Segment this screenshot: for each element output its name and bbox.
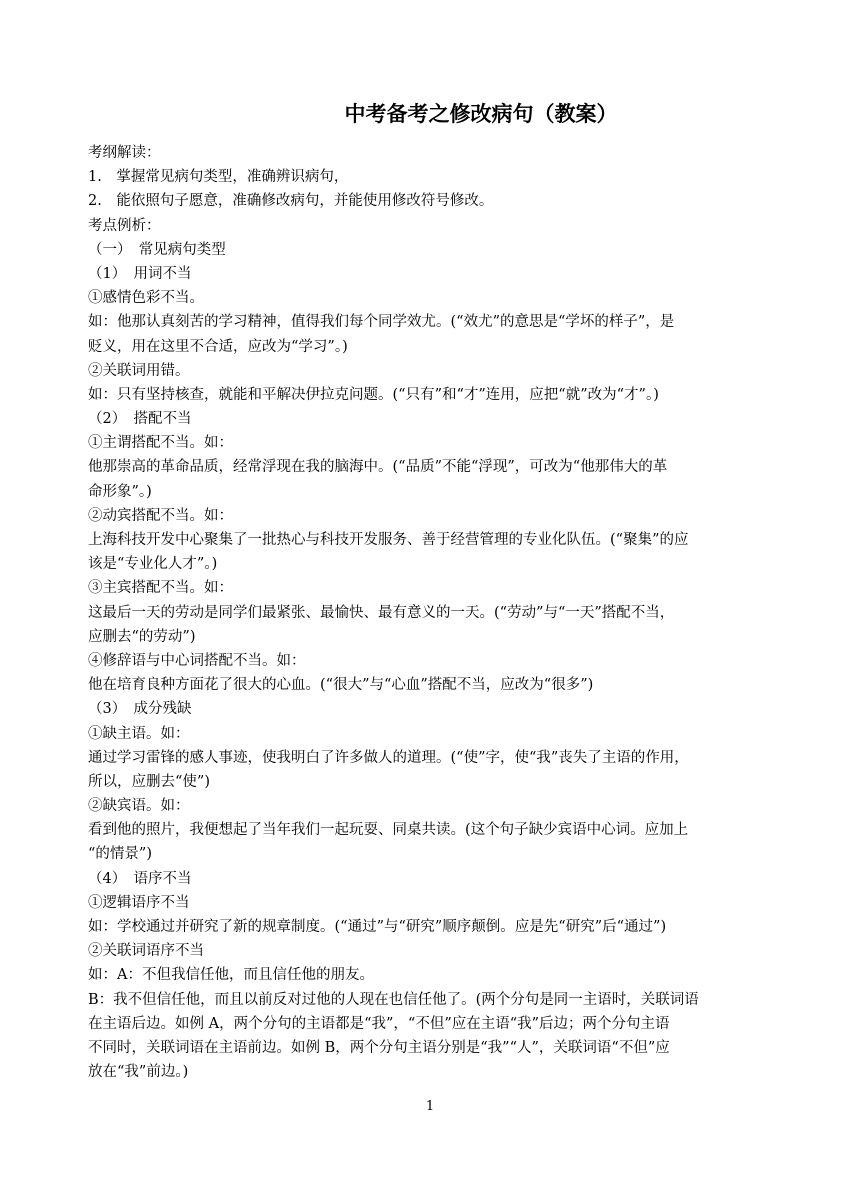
text-line: （4） 语序不当	[88, 870, 192, 887]
text-line: 应删去“的劳动”)	[88, 628, 196, 645]
text-line: B：我不但信任他，而且以前反对过他的人现在也信任他了。(两个分句是同一主语时，关联词语	[88, 991, 699, 1008]
text-line: ③主宾搭配不当。如：	[88, 580, 233, 597]
text-line: 不同时，关联词语在主语前边。如例 B，两个分句主语分别是“我”“人”，关联词语“不但”应	[88, 1039, 670, 1056]
text-line: 上海科技开发中心聚集了一批热心与科技开发服务、善于经营管理的专业化队伍。(“聚集”的应	[88, 532, 689, 548]
text-line: 他在培育良种方面花了很大的心血。(“很大”与“心血”搭配不当，应改为“很多”)	[88, 677, 594, 694]
text-line: ②关联词用错。	[88, 362, 190, 379]
text-line: 如：学校通过并研究了新的规章制度。(“通过”与“研究”顺序颠倒。应是先“研究”后“通过”)	[88, 919, 667, 935]
text-line: 考点例析：	[88, 217, 161, 234]
text-line: （2） 搭配不当	[88, 411, 192, 428]
text-line: ①逻辑语序不当	[88, 894, 190, 911]
text-line: ①感情色彩不当。	[88, 290, 204, 307]
text-line: “的情景”)	[88, 846, 152, 863]
text-line: ①主谓搭配不当。如：	[88, 435, 233, 452]
text-line: 看到他的照片，我便想起了当年我们一起玩耍、同桌共读。(这个句子缺少宾语中心词。应加上	[88, 822, 689, 839]
text-line: ②关联词语序不当	[88, 943, 204, 960]
text-line: 该是“专业化人才”。)	[88, 556, 218, 573]
text-line: （1） 用词不当	[88, 265, 192, 282]
text-line: ②动宾搭配不当。如：	[88, 507, 233, 524]
text-line: ④修辞语与中心词搭配不当。如：	[88, 652, 306, 669]
text-line: 如：他那认真刻苦的学习精神，值得我们每个同学效尤。(“效尤”的意思是“学坏的样子”，是	[88, 314, 675, 331]
text-line: 如：只有坚持核查，就能和平解决伊拉克问题。(“只有”和“才”连用，应把“就”改为“才”。)	[88, 386, 659, 403]
text-line: 命形象”。)	[88, 483, 152, 500]
text-line: 放在“我”前边。)	[88, 1064, 189, 1081]
text-line: 通过学习雷锋的感人事迹，使我明白了许多做人的道理。(“使”字，使“我”丧失了主语的作用，	[88, 749, 689, 766]
text-line: （3） 成分残缺	[88, 701, 192, 718]
text-line: 他那崇高的革命品质，经常浮现在我的脑海中。(“品质”不能“浮现”，可改为“他那伟大的革	[88, 459, 668, 476]
text-line: 考纲解读：	[88, 145, 161, 161]
page-number: 1	[425, 1099, 435, 1114]
text-line: 如：A：不但我信任他，而且信任他的朋友。	[88, 967, 374, 984]
document-body	[88, 141, 778, 1084]
document-title: 中考备考之修改病句（教案）	[344, 102, 618, 126]
text-line: （一） 常见病句类型	[88, 241, 226, 258]
text-line: 这最后一天的劳动是同学们最紧张、最愉快、最有意义的一天。(“劳动”与“一天”搭配不当，	[88, 604, 675, 621]
text-line: ②缺宾语。如：	[88, 798, 190, 815]
text-line: ①缺主语。如：	[88, 725, 190, 742]
text-line: 贬义，用在这里不合适，应改为“学习”。)	[88, 338, 348, 355]
text-line: 在主语后边。如例 A，两个分句的主语都是“我”，“不但”应在主语“我”后边；两个分句主语	[88, 1015, 670, 1032]
text-line: 1. 掌握常见病句类型，准确辨识病句，	[88, 169, 349, 186]
text-line: 2. 能依照句子愿意，准确修改病句，并能使用修改符号修改。	[88, 193, 494, 210]
text-line: 所以，应删去“使”)	[88, 773, 210, 790]
